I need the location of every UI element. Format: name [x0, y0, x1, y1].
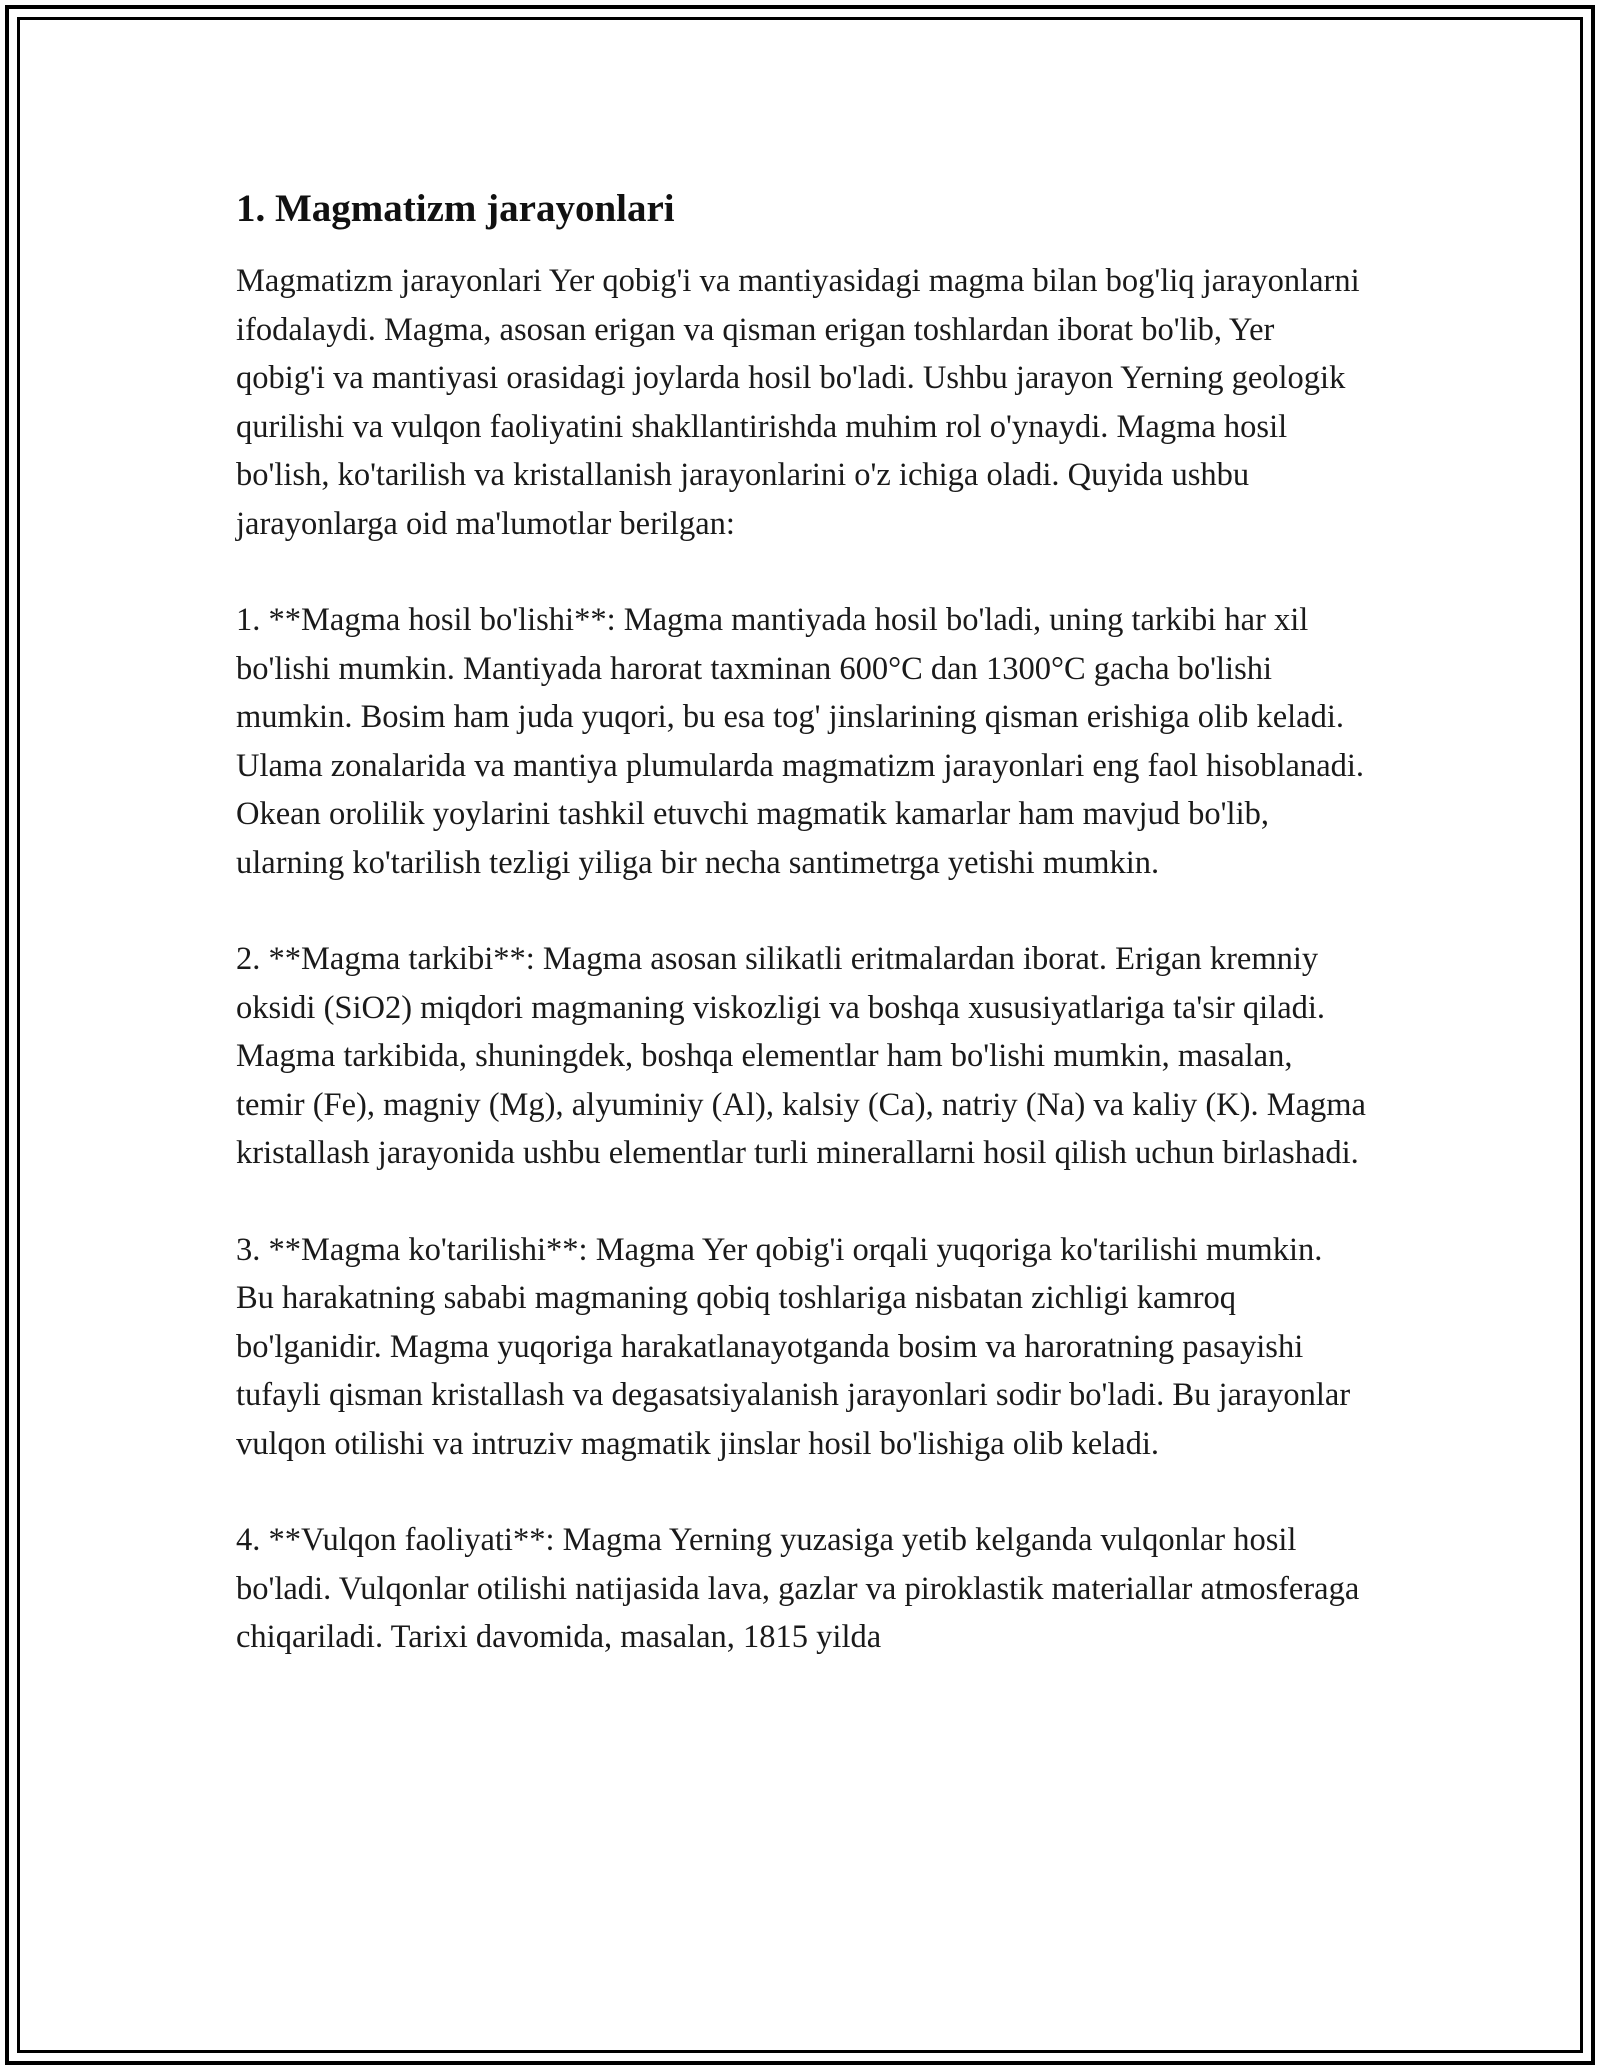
section-heading: 1. Magmatizm jarayonlari: [236, 187, 675, 230]
intro-paragraph: Magmatizm jarayonlari Yer qobig'i va mantiyasidagi magma bilan bog'liq jarayonlarni ifodalaydi. Magma, asosan erigan va qisman erigan toshlardan iborat bo'lib, Yer qobig'i va mantiyasi orasidagi joylarda hosil bo'ladi. Ushbu jarayon Yerning geologik qurilishi va vulqon faoliyatini shakllantirishda muhim rol o'ynaydi. Magma hosil bo'lish, ko'tarilish va kristallanish jarayonlarini o'z ichiga oladi. Quyida ushbu jarayonlarga oid ma'lumotlar berilgan:: [236, 263, 1360, 542]
magma-ascent-paragraph: 3. **Magma ko'tarilishi**: Magma Yer qobig'i orqali yuqoriga ko'tarilishi mumkin. Bu harakatning sababi magmaning qobiq toshlariga nisbatan zichligi kamroq bo'lganidir. Magma yuqoriga harakatlanayotganda bosim va haroratning pasayishi tufayli qisman kristallash va degasatsiyalanish jarayonlari sodir bo'ladi. Bu jarayonlar vulqon otilishi va intruziv magmatik jinslar hosil bo'lishiga olib keladi.: [236, 1231, 1351, 1462]
magma-formation-paragraph: 1. **Magma hosil bo'lishi**: Magma mantiyada hosil bo'ladi, uning tarkibi har xil bo'lishi mumkin. Mantiyada harorat taxminan 600°C dan 1300°C gacha bo'lishi mumkin. Bosim ham juda yuqori, bu esa tog' jinslarining qisman erishiga olib keladi. Ulama zonalarida va mantiya plumularda magmatizm jarayonlari eng faol hisoblanadi. Okean orolilik yoylarini tashkil etuvchi magmatik kamarlar ham mavjud bo'lib, ularning ko'tarilish tezligi yiliga bir necha santimetrga yetishi mumkin.: [236, 602, 1365, 881]
magma-composition-paragraph: 2. **Magma tarkibi**: Magma asosan silikatli eritmalardan iborat. Erigan kremniy oksidi (SiO2) miqdori magmaning viskozligi va boshqa xususiyatlariga ta'sir qiladi. Magma tarkibida, shuningdek, boshqa elementlar ham bo'lishi mumkin, masalan, temir (Fe), magniy (Mg), alyuminiy (Al), kalsiy (Ca), natriy (Na) va kaliy (K). Magma kristallash jarayonida ushbu elementlar turli minerallarni hosil qilish uchun birlashadi.: [236, 941, 1366, 1171]
document-body: [236, 185, 1366, 1710]
volcanic-activity-paragraph: 4. **Vulqon faoliyati**: Magma Yerning yuzasiga yetib kelganda vulqonlar hosil bo'ladi. Vulqonlar otilishi natijasida lava, gazlar va piroklastik materiallar atmosferaga chiqariladi. Tarixi davomida, masalan, 1815 yilda: [236, 1522, 1360, 1655]
